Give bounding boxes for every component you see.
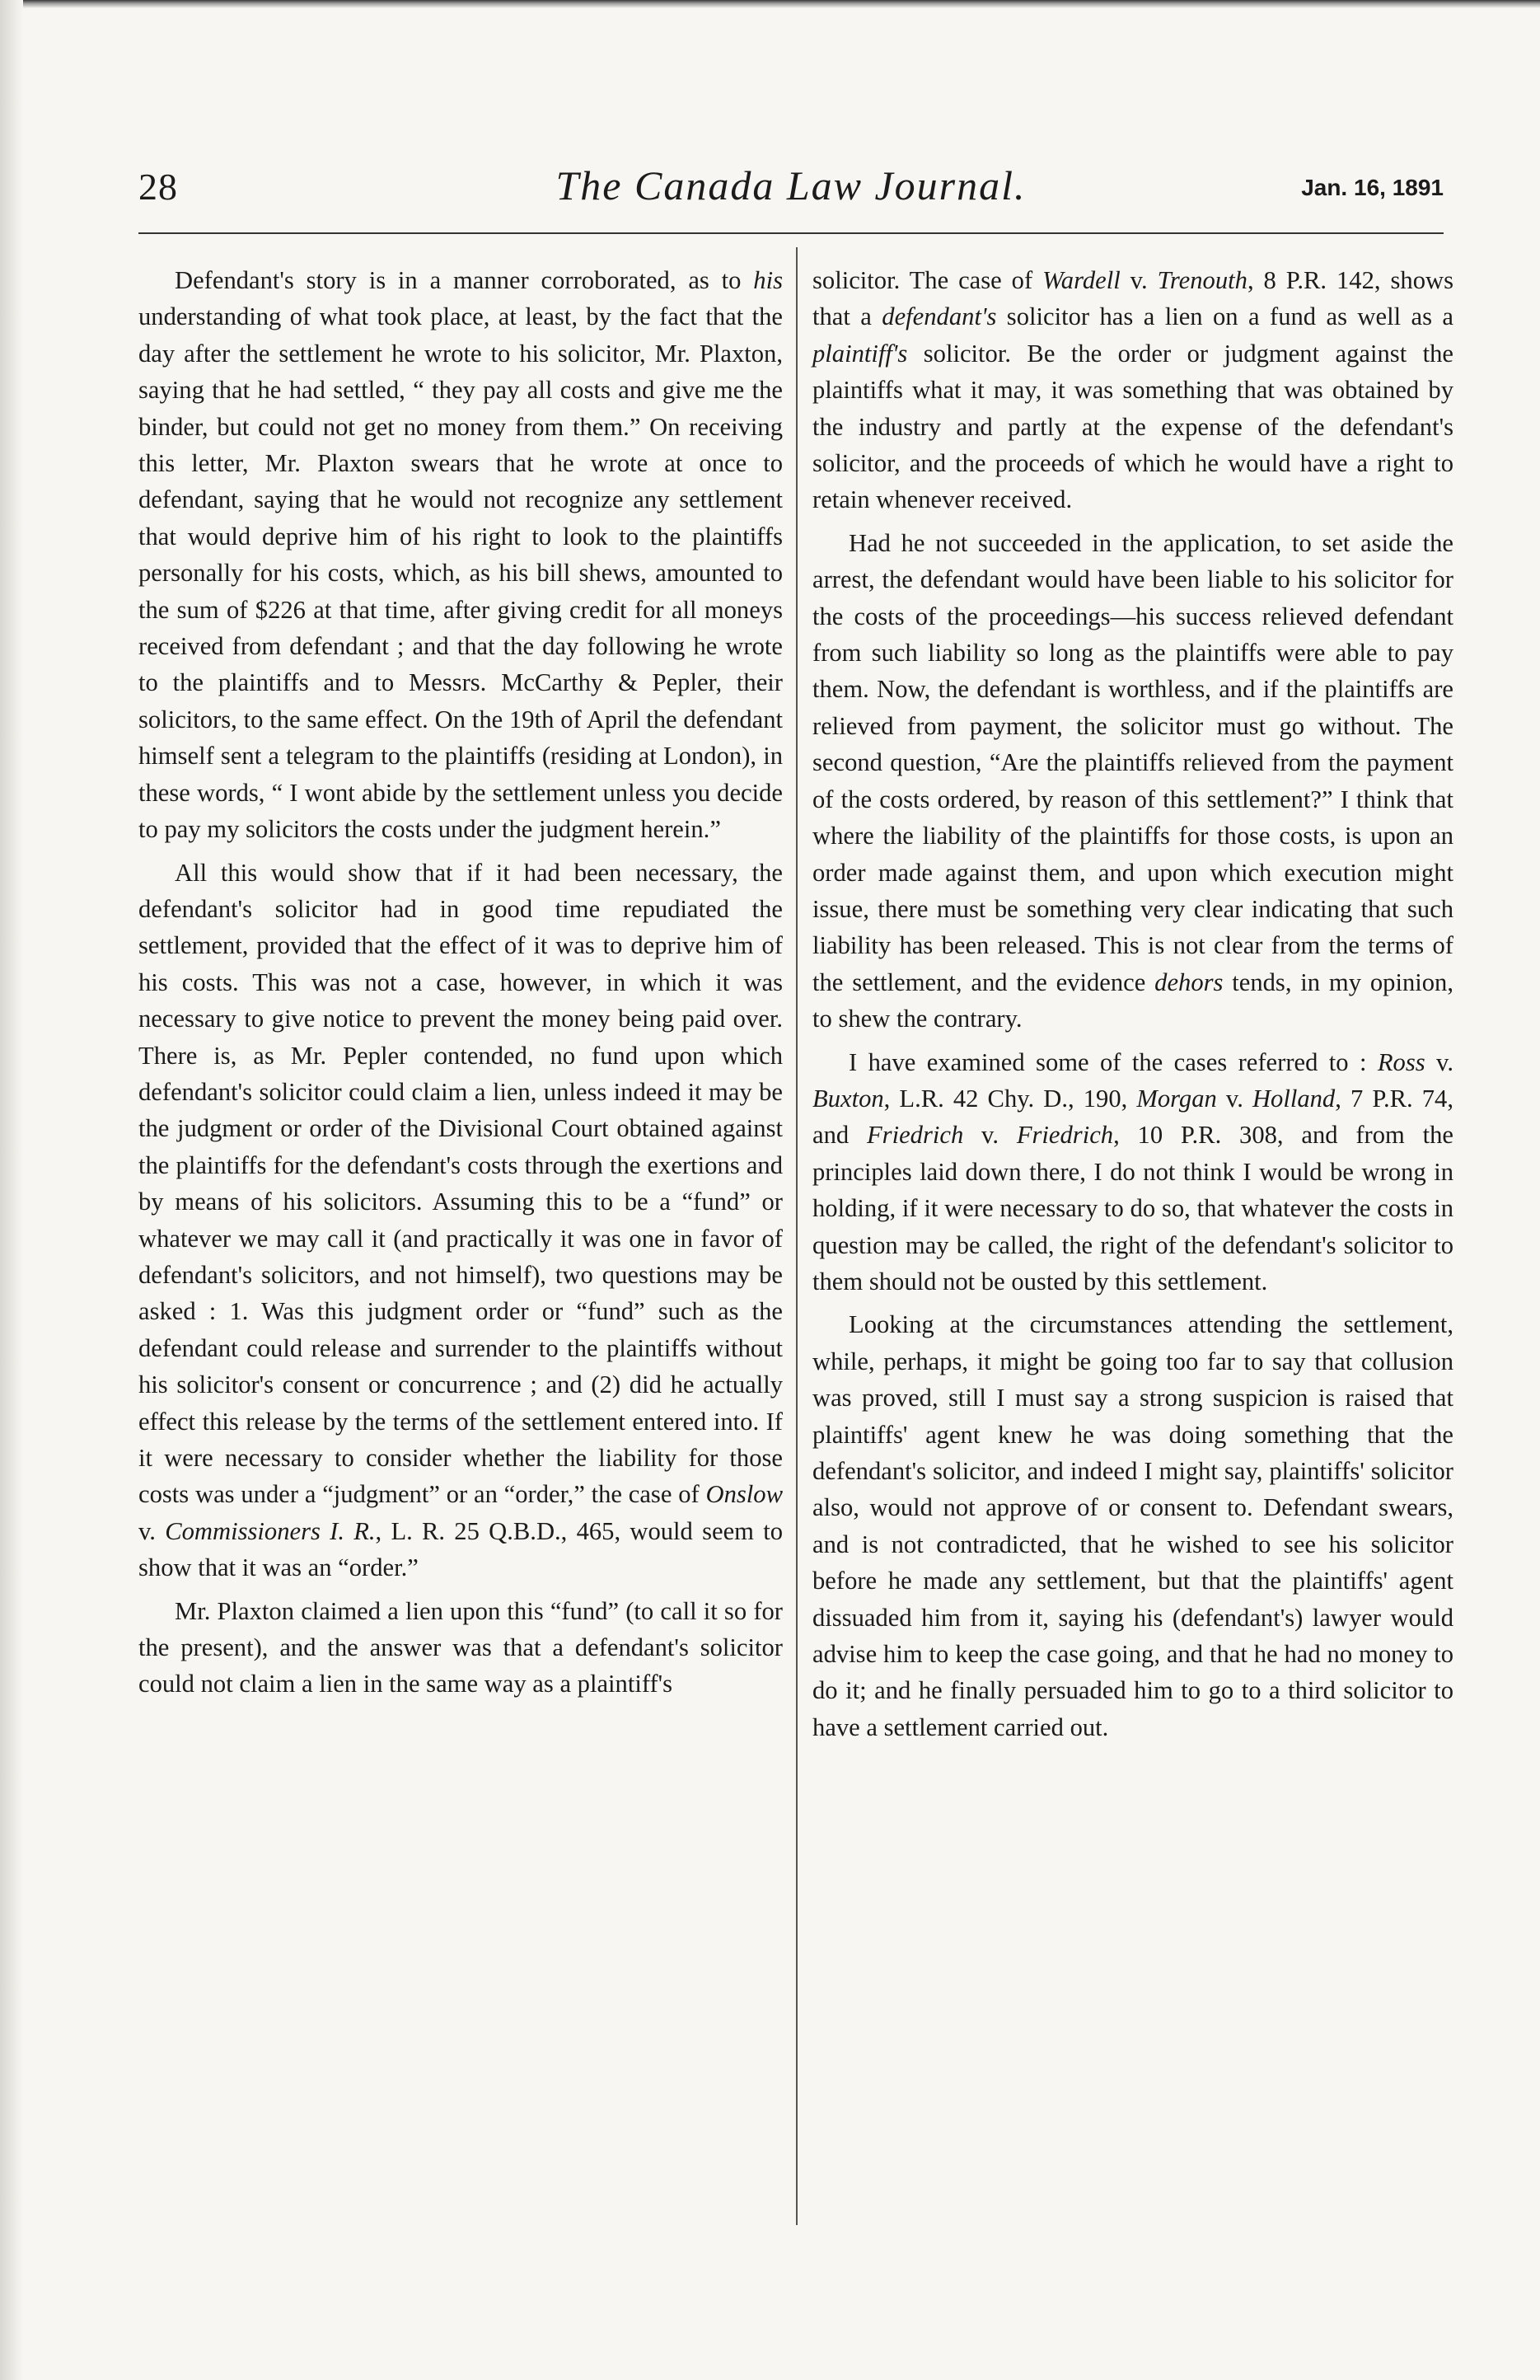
text-run: Mr. Plaxton claimed a lien upon this “fund” (to call it so for the present), and the answer was that a defendant's solicitor could not claim a lien in the same way as a plaintiff's — [138, 1596, 783, 1698]
italic-text-run: Morgan — [1136, 1084, 1217, 1113]
italic-text-run: Friedrich — [1016, 1121, 1114, 1150]
text-run: I have examined some of the cases referred to : — [849, 1047, 1378, 1076]
text-run: Looking at the circumstances attending the settlement, while, perhaps, it might be going too far to say that collusion was proved, still I must say a strong suspicion is raised that plaintiffs' agent knew he was doing something that the defendant's solicitor, and indeed I might say, plaintiffs' solicitor also, would not approve of or consent to. Defendant swears, and is not contradicted, that he wished to see his solicitor before he made any settlement, but that the plaintiffs' agent dissuaded him from it, saying his (defendant's) lawyer would advise him to keep the case going, and that he had no money to do it; and he finally persuaded him to go to a third solicitor to have a settlement carried out. — [812, 1310, 1453, 1741]
text-run: , L. R. 25 Q.B.D., 465, would seem to show that it was an “order.” — [138, 1516, 783, 1582]
italic-text-run: plaintiff's — [812, 339, 908, 368]
text-run: tends, in my opinion, to shew the contrary. — [812, 967, 1453, 1033]
paragraph — [812, 1306, 1453, 1745]
right-column — [812, 262, 1453, 1752]
italic-text-run: Friedrich — [866, 1121, 964, 1150]
journal-title: The Canada Law Journal. — [555, 162, 1027, 208]
italic-text-run: Holland — [1252, 1084, 1336, 1113]
text-run: v. — [1120, 266, 1158, 294]
paragraph — [812, 262, 1453, 518]
text-run: , 8 P.R. 142, shows that a — [812, 266, 1453, 331]
italic-text-run: Wardell — [1042, 266, 1121, 294]
italic-text-run: his — [753, 266, 783, 294]
issue-date: Jan. 16, 1891 — [1301, 175, 1444, 200]
text-run: Had he not succeeded in the application, to set aside the arrest, the defendant would have been liable to his solicitor for the costs of the proceedings—his success relieved defendant from such liability so long as the plaintiffs were able to pay them. Now, the defendant is worthless, and if the plaintiffs are relieved from payment, the solicitor must go without. The second question, “Are the plaintiffs relieved from the payment of the costs ordered, by reason of this settlement?” I think that where the liability of the plaintiffs for those costs, is upon an order made against them, and upon which execution might issue, there must be something very clear indicating that such liability has been released. This is not clear from the terms of the settlement, and the evidence — [812, 528, 1453, 996]
text-run: v. — [1425, 1047, 1454, 1076]
page-number: 28 — [138, 166, 178, 208]
italic-text-run: defendant's — [882, 302, 997, 331]
text-run: Defendant's story is in a manner corroborated, as to — [175, 266, 754, 294]
paragraph — [138, 1593, 783, 1703]
text-run: v. — [138, 1516, 166, 1545]
header-rule — [138, 232, 1444, 234]
text-run: v. — [1216, 1084, 1252, 1113]
paragraph — [138, 262, 783, 848]
paragraph — [812, 1044, 1453, 1300]
text-run: v. — [963, 1121, 1017, 1150]
text-run: , L.R. 42 Chy. D., 190, — [883, 1084, 1137, 1113]
left-column — [138, 262, 783, 1709]
italic-text-run: Trenouth — [1157, 266, 1247, 294]
text-run: All this would show that if it had been necessary, the defendant's solicitor had in good time repudiated the settlement, provided that the effect of it was to deprive him of his costs. This was not a case, however, in which it was necessary to give notice to prevent the money being paid over. There is, as Mr. Pepler contended, no fund upon which defendant's solicitor could claim a lien, unless indeed it may be the judgment or order of the Divisional Court obtained against the plaintiffs for the defendant's costs through the exertions and by means of his solicitors. Assuming this to be a “fund” or whatever we may call it (and practically it was one in favor of defendant's solicitors, and not himself), two questions may be asked : 1. Was this judgment order or “fund” such as the defendant could release and surrender to the plaintiffs without his solicitor's consent or concurrence ; and (2) did he actually effect this release by the terms of the settlement entered into. If it were necessary to consider whether the liability for those costs was under a “judgment” or an “order,” the case of — [138, 858, 783, 1509]
page-header — [138, 162, 1444, 219]
text-run: , 10 P.R. 308, and from the principles laid down there, I do not think I would be wrong in holding, if it were necessary to do so, that whatever the costs in question may be called, the right of the defendant's solicitor to them should not be ousted by this settlement. — [812, 1121, 1453, 1295]
scan-edge — [0, 0, 1540, 8]
text-run: solicitor. The case of — [812, 266, 1043, 294]
italic-text-run: Commissioners I. R. — [165, 1516, 376, 1545]
column-divider — [796, 247, 798, 2225]
text-run: understanding of what took place, at least, by the fact that the day after the settlement he wrote to his solicitor, Mr. Plaxton, saying that he had settled, “ they pay all costs and give me the binder, but could not get no money from them.” On receiving this letter, Mr. Plaxton swears that he wrote at once to defendant, saying that he would not recognize any settlement that would deprive him of his right to look to the plaintiffs personally for his costs, which, as his bill shews, amounted to the sum of $226 at that time, after giving credit for all moneys received from defendant ; and that the day following he wrote to the plaintiffs and to Messrs. McCarthy & Pepler, their solicitors, to the same effect. On the 19th of April the defendant himself sent a telegram to the plaintiffs (residing at London), in these words, “ I wont abide by the settlement unless you decide to pay my solicitors the costs under the judgment herein.” — [138, 302, 783, 844]
text-run: , 7 P.R. 74, and — [812, 1084, 1453, 1150]
italic-text-run: Buxton — [812, 1084, 884, 1113]
italic-text-run: Onslow — [705, 1480, 783, 1509]
italic-text-run: Ross — [1377, 1047, 1425, 1076]
page-gutter-shadow — [0, 0, 23, 2380]
text-run: solicitor. Be the order or judgment against the plaintiffs what it may, it was something that was obtained by the industry and partly at the expense of the defendant's solicitor, and the proceeds of which he would have a right to retain whenever received. — [812, 339, 1453, 514]
paragraph — [138, 855, 783, 1586]
italic-text-run: dehors — [1154, 967, 1224, 996]
paragraph — [812, 525, 1453, 1038]
text-run: solicitor has a lien on a fund as well as a — [996, 302, 1453, 331]
